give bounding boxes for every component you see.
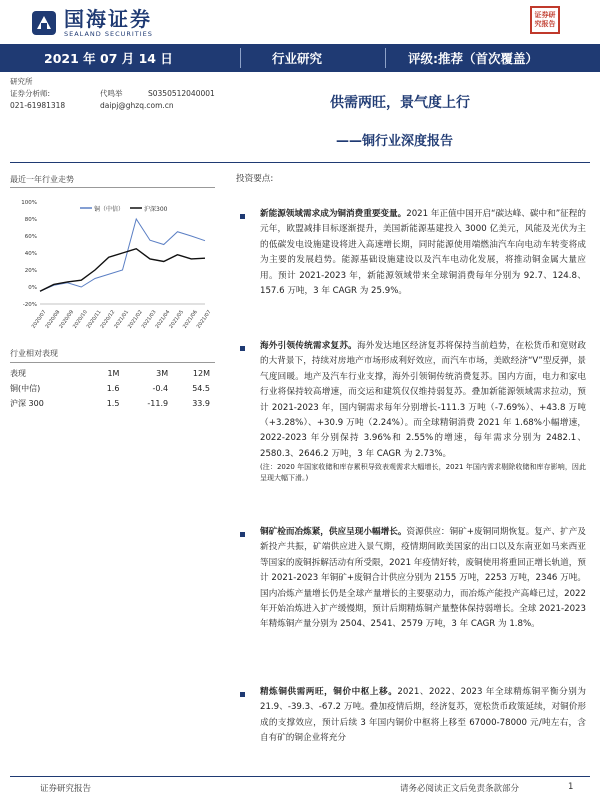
chart-legend bbox=[80, 205, 168, 213]
cell-1m: 1.6 bbox=[106, 384, 120, 393]
cell-3m: -0.4 bbox=[152, 384, 169, 393]
y-tick-label: 100% bbox=[21, 200, 37, 206]
point-4-body: 2021、2022、2023 年全球精炼铜平衡分别为 21.9、-39.3、-67.2 万吨。叠加疫情后期，经济复苏，宽松货币政策延续，对铜价形成的支撑效应，预计后续 3 年国内铜价中枢将上移至 67000-78000 元/吨左右，含自有矿的铜企业将充分 bbox=[260, 687, 586, 744]
row-name: 沪深 300 bbox=[10, 399, 44, 408]
report-subtitle: ——铜行业深度报告 bbox=[336, 134, 454, 149]
point-2-body: 海外发达地区经济复苏将保持当前趋势，在松货币和宽财政的大背景下，持续对房地产市场形成利好效应，而汽车市场，美欧经济“V”型反弹，景气度回暖。地产及汽车行业支撑，海外引领铜传统消费复苏。国内方面，电力和家电行业将保持较高增速，而交运和建筑仅仅维持弱复苏。叠加新能源领域需求拉动，预计 2021-2023 年，国内铜需求每年分别增长-111.3 万吨（-7.69%）、+43.8 万吨（+3.28%）、+30.9 万吨（2.24%）。而全球精铜消费 2021 年 1.68%小幅增速，2022-2023 年分别保持 3.96%和 2.55%的增速，每年需求分别为 2482.1、2580.3、2646.2 万吨，3 年 CAGR 为 2.73%。 bbox=[260, 341, 586, 459]
col-header: 表现 bbox=[10, 369, 26, 378]
company-logo bbox=[30, 8, 153, 38]
report-rating: 评级:推荐（首次覆盖） bbox=[408, 51, 538, 66]
x-tick-label: 2021/02 bbox=[127, 309, 144, 330]
point-1-title: 新能源领域需求成为铜消费重要变量。 bbox=[260, 209, 407, 219]
x-tick-label: 2020/07 bbox=[30, 309, 48, 330]
table-row bbox=[10, 381, 210, 396]
footer-disclaimer: 请务必阅读正文后免责条款部分 bbox=[400, 784, 520, 794]
logo-mark-icon bbox=[30, 9, 58, 37]
point-2-title: 海外引领传统需求复苏。 bbox=[260, 341, 357, 351]
y-tick-label: 0% bbox=[28, 285, 37, 291]
key-points-heading: 投资要点: bbox=[236, 174, 274, 184]
y-tick-label: 80% bbox=[24, 217, 37, 223]
col-header: 12M bbox=[192, 369, 210, 378]
y-tick-label: -20% bbox=[22, 302, 37, 308]
trend-title: 最近一年行业走势 bbox=[10, 175, 74, 184]
bullet-icon bbox=[240, 214, 245, 219]
x-tick-label: 2021/05 bbox=[168, 309, 186, 330]
performance-title: 行业相对表现 bbox=[10, 349, 58, 358]
chart-x-axis bbox=[31, 309, 213, 329]
col-header: 1M bbox=[107, 369, 120, 378]
bullet-icon bbox=[240, 692, 245, 697]
report-date: 2021 年 07 月 14 日 bbox=[44, 51, 173, 66]
x-tick-label: 2020/10 bbox=[72, 309, 89, 330]
chart-y-axis bbox=[21, 200, 37, 308]
bullet-icon bbox=[240, 532, 245, 537]
report-seal: 证券研究报告 bbox=[530, 6, 560, 34]
x-tick-label: 2021/03 bbox=[140, 309, 158, 330]
bar-divider bbox=[385, 48, 386, 68]
analyst-cert: S0350512040001 bbox=[148, 89, 215, 98]
point-3 bbox=[260, 525, 586, 633]
point-2 bbox=[260, 339, 586, 484]
cell-12m: 54.5 bbox=[192, 384, 210, 393]
institute-label: 研究所 bbox=[10, 77, 33, 86]
point-1 bbox=[260, 207, 586, 299]
table-row bbox=[10, 396, 210, 411]
x-tick-label: 2020/08 bbox=[44, 309, 62, 330]
cell-3m: -11.9 bbox=[147, 399, 169, 408]
trend-divider bbox=[10, 187, 215, 188]
footer-divider bbox=[10, 776, 590, 777]
cell-12m: 33.9 bbox=[192, 399, 210, 408]
trend-chart bbox=[10, 194, 215, 344]
logo-name-en: SEALAND SECURITIES bbox=[64, 30, 153, 38]
analyst-info bbox=[10, 76, 215, 112]
x-tick-label: 2020/09 bbox=[58, 309, 76, 330]
point-4-title: 精炼铜供需两旺，铜价中枢上移。 bbox=[260, 687, 398, 697]
footer-left: 证券研究报告 bbox=[40, 784, 92, 794]
page-number: 1 bbox=[568, 782, 574, 792]
analyst-phone: 021-61981318 bbox=[10, 101, 66, 110]
x-tick-label: 2021/04 bbox=[154, 309, 172, 330]
header-bar bbox=[0, 44, 600, 72]
chart-series bbox=[40, 219, 205, 291]
point-1-body: 2021 年正值中国开启“碳达峰、碳中和”征程的元年，欧盟减排目标逐渐提升，美国新能源基建投入 3000 亿美元，风能及光伏为主的低碳发电设施建设将进入高速增长期，同时能源使用端燃油汽车向电动车转变将成为主要的发展趋势。能源基础设施建设以及汽车电动化发展，将推动铜金属大量应用。预计 2021-2023 年，新能源领域带来全球铜消费每年分别为 92.7、124.8、157.6 万吨，3 年 CAGR 为 25.9%。 bbox=[260, 209, 586, 297]
point-3-title: 铜矿检而冶炼紧，供应呈现小幅增长。 bbox=[260, 527, 407, 537]
x-tick-label: 2021/07 bbox=[195, 309, 213, 330]
report-category: 行业研究 bbox=[272, 51, 323, 66]
table-header bbox=[10, 366, 210, 381]
x-tick-label: 2021/06 bbox=[182, 309, 199, 330]
point-4 bbox=[260, 685, 586, 763]
y-tick-label: 40% bbox=[24, 251, 37, 257]
performance-table bbox=[10, 366, 210, 411]
x-tick-label: 2021/01 bbox=[113, 309, 131, 330]
bar-divider bbox=[240, 48, 241, 68]
legend-hs300: 沪深300 bbox=[144, 206, 168, 213]
point-3-body: 资源供应：铜矿+废铜同期恢复。复产、扩产及新投产共振，矿端供应进入景气期，疫情期间欧美国家的出口以及东南亚如马来西亚等国家的废铜拆解活动有所受限，2021 年疫情好转，废铜使用将重回正增长轨道，预计 2021-2023 年铜矿+废铜合计供应分别为 2155 万吨，2253 万吨，2346 万吨。国内冶炼产量增长仍是全球产量增长的主要驱动力，而冶炼产能投产高峰已过，2022 年开始冶炼进入扩产缓慢期，预计后期精炼铜产量整体保持弱增长。全球 2021-2023 年精炼铜产量分别为 2504、2541、2579 万吨，3 年 CAGR 为 1.8%。 bbox=[260, 527, 586, 630]
cell-1m: 1.5 bbox=[106, 399, 120, 408]
header-divider bbox=[10, 162, 590, 163]
y-tick-label: 60% bbox=[24, 234, 37, 240]
y-tick-label: 20% bbox=[24, 268, 37, 274]
report-title: 供需两旺，景气度上行 bbox=[330, 95, 470, 111]
col-header: 3M bbox=[156, 369, 169, 378]
analyst-email[interactable]: daipj@ghzq.com.cn bbox=[100, 101, 174, 110]
point-2-note: (注：2020 年国家收储和库存累积导致表观需求大幅增长，2021 年国内需求剔除收储和库存影响，因此呈现大幅下滑。) bbox=[260, 463, 586, 483]
row-name: 铜(中信) bbox=[10, 384, 41, 393]
x-tick-label: 2020/11 bbox=[85, 309, 103, 330]
performance-divider bbox=[10, 362, 215, 363]
bullet-icon bbox=[240, 346, 245, 351]
logo-name-cn: 国海证券 bbox=[64, 7, 152, 31]
analyst-label: 证券分析师: bbox=[10, 89, 51, 98]
legend-copper: 铜（中信） bbox=[94, 206, 125, 213]
x-tick-label: 2020/12 bbox=[99, 309, 117, 330]
analyst-name: 代鸣举 bbox=[100, 89, 123, 98]
